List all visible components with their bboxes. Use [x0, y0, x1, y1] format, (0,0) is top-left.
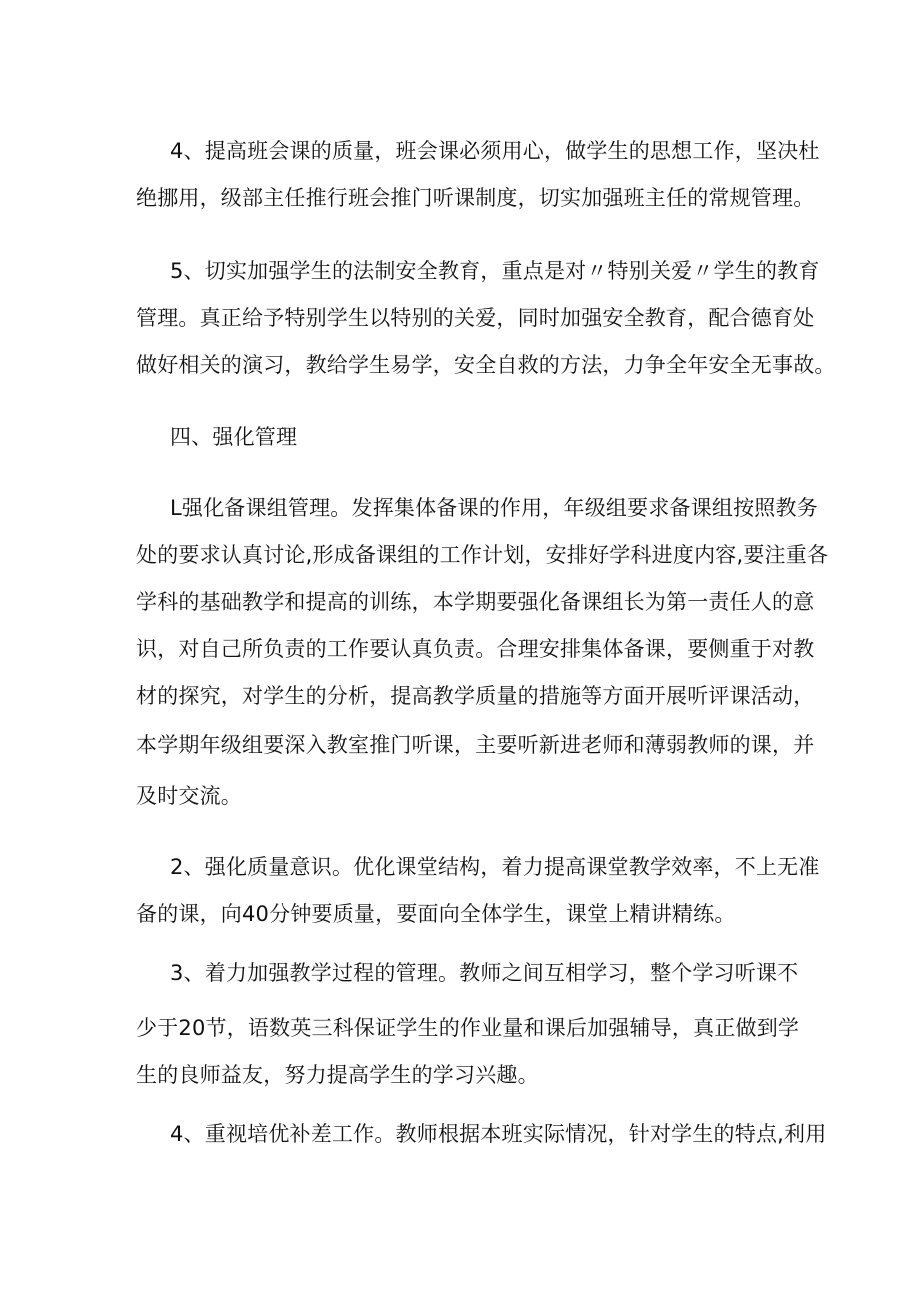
paragraph-5-safety-line-2: 管理。真正给予特别学生以特别的关爱，同时加强安全教育，配合德育处 — [136, 306, 815, 330]
paragraph-3-process-line-1: 3、着力加强教学过程的管理。教师之间互相学习，整个学习听课不 — [170, 961, 799, 985]
paragraph-3-process-line-2: 少于20节，语数英三科保证学生的作业量和课后加强辅导，真正做到学 — [136, 1016, 800, 1040]
paragraph-5-safety-line-1: 5、切实加强学生的法制安全教育，重点是对〃特别关爱〃学生的教育 — [170, 259, 820, 283]
paragraph-l-prep-group-line-5: 材的探究，对学生的分析，提高教学质量的措施等方面开展听评课活动， — [136, 684, 815, 708]
paragraph-5-safety-line-3: 做好相关的演习，教给学生易学，安全自救的方法，力争全年安全无事故。 — [136, 353, 836, 377]
paragraph-l-prep-group-line-3: 学科的基础教学和提高的训练，本学期要强化备课组长为第一责任人的意 — [136, 590, 815, 614]
paragraph-l-prep-group-line-6: 本学期年级组要深入教室推门听课，主要听新进老师和薄弱教师的课，并 — [136, 733, 815, 757]
paragraph-2-quality-awareness-line-1: 2、强化质量意识。优化课堂结构，着力提高课堂教学效率，不上无准 — [170, 855, 820, 879]
paragraph-l-prep-group-line-1: L强化备课组管理。发挥集体备课的作用，年级组要求备课组按照教务 — [170, 496, 818, 520]
paragraph-4-quality-line-2: 绝挪用，级部主任推行班会推门听课制度，切实加强班主任的常规管理。 — [136, 186, 815, 210]
section-heading: 四、强化管理 — [170, 425, 298, 449]
paragraph-4-tutoring-line-1: 4、重视培优补差工作。教师根据本班实际情况，针对学生的特点,利用 — [170, 1122, 827, 1146]
paragraph-l-prep-group-line-7: 及时交流。 — [136, 784, 242, 808]
paragraph-3-process-line-3: 生的良师益友，努力提高学生的学习兴趣。 — [136, 1063, 539, 1087]
paragraph-l-prep-group-line-4: 识，对自己所负责的工作要认真负责。合理安排集体备课，要侧重于对教 — [136, 637, 815, 661]
paragraph-2-quality-awareness-line-2: 备的课，向40分钟要质量，要面向全体学生，课堂上精讲精练。 — [136, 902, 736, 926]
paragraph-4-quality-line-1: 4、提高班会课的质量，班会课必须用心，做学生的思想工作，坚决杜 — [170, 139, 820, 163]
paragraph-l-prep-group-line-2: 处的要求认真讨论,形成备课组的工作计划，安排好学科进度内容,要注重各 — [136, 543, 829, 567]
